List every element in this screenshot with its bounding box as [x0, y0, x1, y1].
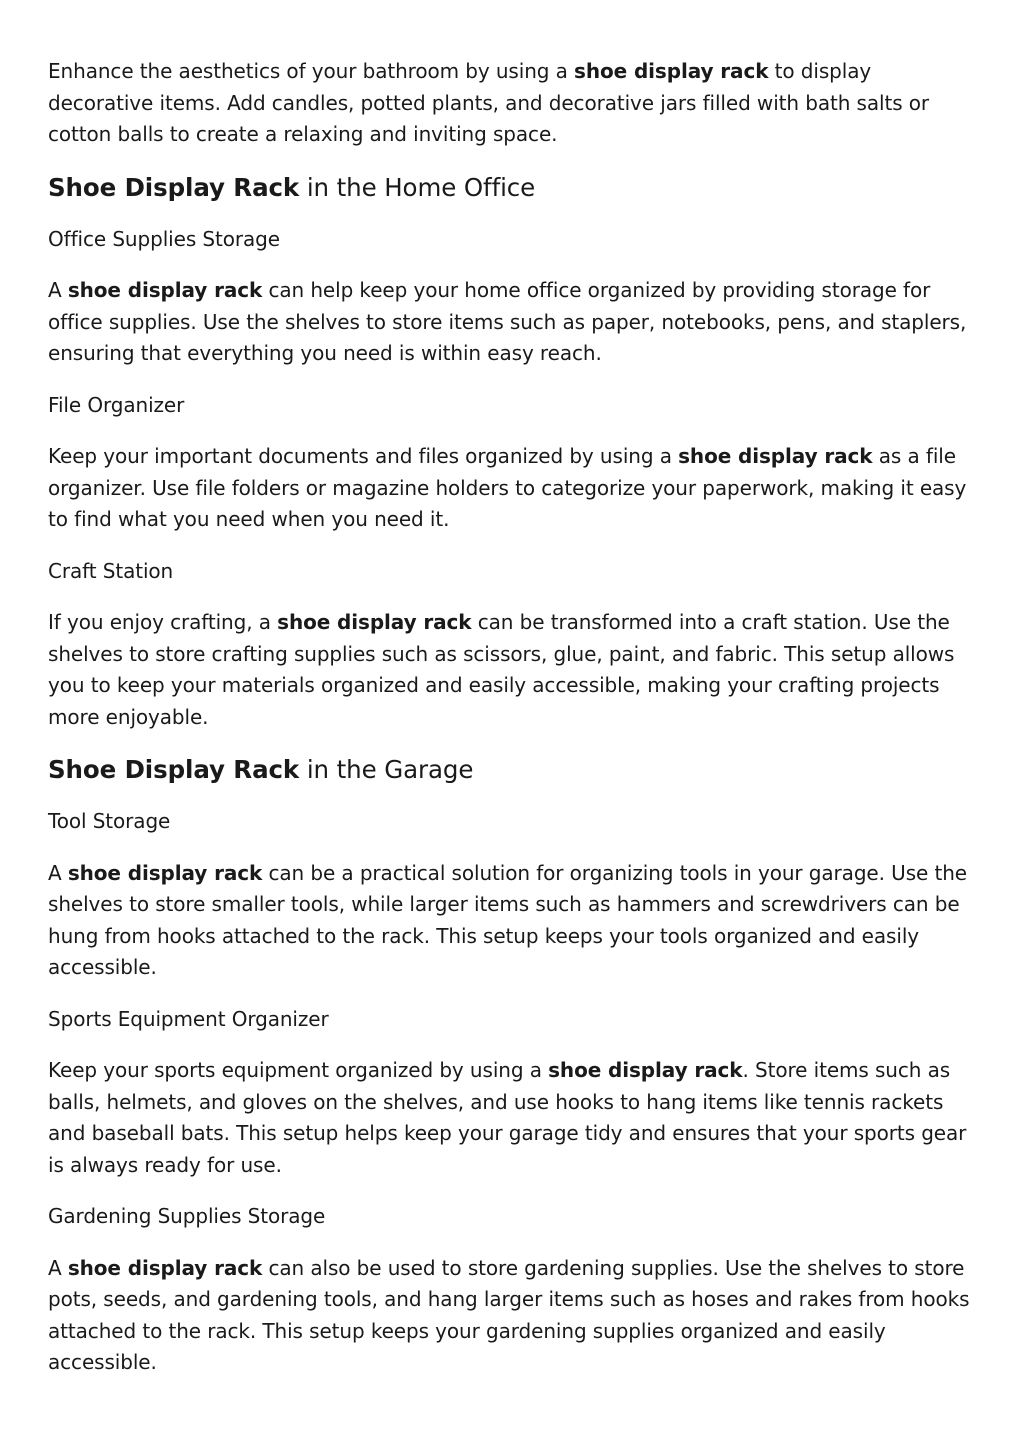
keyword-bold: shoe display rack: [67, 1255, 263, 1280]
paragraph-gardening-supplies-storage: A shoe display rack can also be used to store gardening supplies. Use the shelves to store pots, seeds, and gardening tools, and hang larger items such as hoses and rakes from hooks attached to the rack. This setup keeps your gardening supplies organized and easily accessible.: [48, 1255, 970, 1374]
paragraph-bathroom-decor: Enhance the aesthetics of your bathroom by using a shoe display rack to display decorative items. Add candles, potted plants, and decorative jars filled with bath salts or cotton balls to create a relaxing and inviting space.: [48, 59, 930, 146]
subheading-file-organizer: File Organizer: [48, 392, 185, 417]
keyword-bold: shoe display rack: [574, 59, 769, 83]
paragraph-tool-storage: A shoe display rack can be a practical solution for organizing tools in your garage. Use the shelves to store smaller tools, while larger items such as hammers and screwdrivers can be hung from hooks attached to the rack. This setup keeps your tools organized and easily accessible.: [48, 860, 967, 979]
keyword-bold: shoe display rack: [67, 278, 263, 302]
keyword-bold: shoe display rack: [277, 610, 472, 634]
paragraph-sports-equipment-organizer: Keep your sports equipment organized by using a shoe display rack. Store items such as balls, helmets, and gloves on the shelves, and use hooks to hang items like tennis rackets and baseball bats. This setup helps keep your garage tidy and ensures that your sports gear is always ready for use.: [48, 1058, 967, 1177]
subheading-office-supplies-storage: Office Supplies Storage: [48, 226, 280, 251]
subheading-sports-equipment-organizer: Sports Equipment Organizer: [48, 1006, 329, 1031]
paragraph-office-supplies-storage: A shoe display rack can help keep your home office organized by providing storage for office supplies. Use the shelves to store items such as paper, notebooks, pens, and staplers, ensuring that everything you need is within easy reach.: [48, 278, 967, 365]
paragraph-craft-station: If you enjoy crafting, a shoe display rack can be transformed into a craft station. Use the shelves to store crafting supplies such as scissors, glue, paint, and fabric. This setup allows you to keep your materials organized and easily accessible, making your crafting projects more enjoyable.: [48, 610, 955, 729]
section-heading-garage: Shoe Display Rack in the Garage: [48, 755, 474, 784]
subheading-gardening-supplies-storage: Gardening Supplies Storage: [48, 1204, 326, 1228]
paragraph-file-organizer: Keep your important documents and files organized by using a shoe display rack as a file organizer. Use file folders or magazine holders to categorize your paperwork, making it easy to find what you need when you need it.: [48, 444, 967, 531]
keyword-bold: shoe display rack: [67, 860, 263, 885]
keyword-bold: shoe display rack: [678, 444, 873, 468]
subheading-craft-station: Craft Station: [48, 558, 174, 583]
subheading-tool-storage: Tool Storage: [48, 809, 171, 833]
keyword-bold: shoe display rack: [548, 1058, 743, 1082]
section-heading-home-office: Shoe Display Rack in the Home Office: [48, 172, 536, 202]
